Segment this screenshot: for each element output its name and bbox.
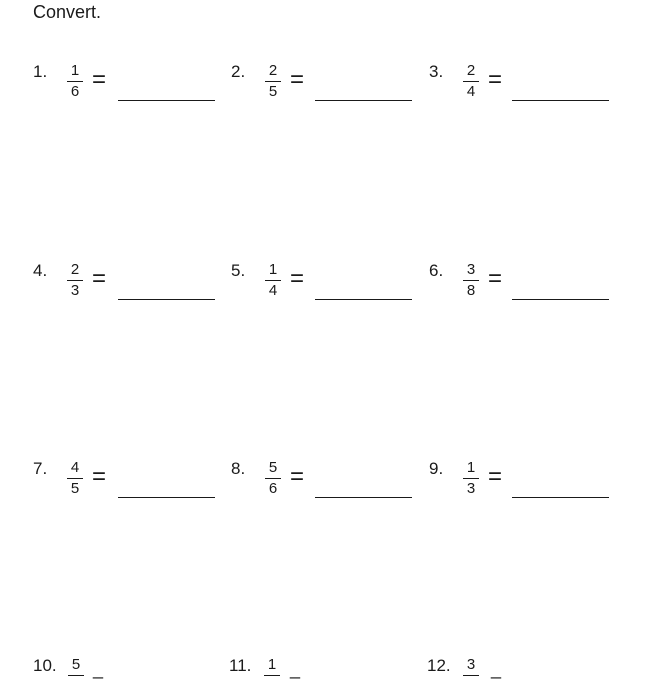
equals-sign: = xyxy=(92,463,107,490)
denominator: 5 xyxy=(70,480,80,497)
problem-6 xyxy=(429,261,614,321)
numerator: 3 xyxy=(463,656,479,676)
problem-9 xyxy=(429,459,614,519)
equals-sign: = xyxy=(92,66,107,93)
problem-number: 1. xyxy=(33,62,48,81)
answer-blank[interactable] xyxy=(315,100,412,101)
answer-blank[interactable] xyxy=(315,299,412,300)
problem-number: 5. xyxy=(231,261,246,280)
equals-sign: = xyxy=(290,66,305,93)
equals-sign: = xyxy=(488,265,503,292)
answer-blank[interactable] xyxy=(512,497,609,498)
numerator: 1 xyxy=(264,656,280,676)
dash-mark: _ xyxy=(290,659,301,679)
fraction xyxy=(265,459,281,498)
answer-blank[interactable] xyxy=(315,497,412,498)
numerator: 5 xyxy=(265,459,281,479)
numerator: 2 xyxy=(67,261,83,281)
problem-number: 2. xyxy=(231,62,246,81)
numerator: 2 xyxy=(265,62,281,82)
fraction xyxy=(463,656,479,676)
problem-7 xyxy=(33,459,218,519)
problem-number: 10. xyxy=(33,656,57,675)
equals-sign: = xyxy=(92,265,107,292)
numerator: 4 xyxy=(67,459,83,479)
fraction xyxy=(265,62,281,101)
problem-5 xyxy=(231,261,416,321)
problem-number: 8. xyxy=(231,459,246,478)
fraction xyxy=(264,656,280,676)
problem-number: 7. xyxy=(33,459,48,478)
numerator: 1 xyxy=(67,62,83,82)
answer-blank[interactable] xyxy=(118,100,215,101)
fraction xyxy=(265,261,281,300)
answer-blank[interactable] xyxy=(512,100,609,101)
equals-sign: = xyxy=(290,463,305,490)
problem-12 xyxy=(427,656,577,679)
problem-3 xyxy=(429,62,614,122)
problem-8 xyxy=(231,459,416,519)
problem-number: 9. xyxy=(429,459,444,478)
numerator: 1 xyxy=(265,261,281,281)
fraction xyxy=(463,261,479,300)
dash-mark: _ xyxy=(93,659,104,679)
problem-number: 3. xyxy=(429,62,444,81)
instruction-text: Convert. xyxy=(33,2,102,22)
denominator: 6 xyxy=(268,480,278,497)
problem-number: 12. xyxy=(427,656,451,675)
equals-sign: = xyxy=(290,265,305,292)
problem-4 xyxy=(33,261,218,321)
problem-number: 11. xyxy=(229,656,252,675)
denominator: 4 xyxy=(268,282,278,299)
equals-sign: = xyxy=(488,463,503,490)
denominator: 8 xyxy=(466,282,476,299)
denominator: 6 xyxy=(70,83,80,100)
problem-number: 4. xyxy=(33,261,48,280)
fraction xyxy=(463,62,479,101)
numerator: 3 xyxy=(463,261,479,281)
answer-blank[interactable] xyxy=(512,299,609,300)
numerator: 1 xyxy=(463,459,479,479)
problem-1 xyxy=(33,62,218,122)
fraction xyxy=(67,459,83,498)
fraction xyxy=(68,656,84,676)
problem-10 xyxy=(33,656,183,679)
numerator: 2 xyxy=(463,62,479,82)
problem-2 xyxy=(231,62,416,122)
answer-blank[interactable] xyxy=(118,497,215,498)
denominator: 4 xyxy=(466,83,476,100)
dash-mark: _ xyxy=(491,659,502,679)
denominator: 3 xyxy=(466,480,476,497)
fraction xyxy=(463,459,479,498)
fraction xyxy=(67,261,83,300)
answer-blank[interactable] xyxy=(118,299,215,300)
fraction xyxy=(67,62,83,101)
denominator: 3 xyxy=(70,282,80,299)
problem-number: 6. xyxy=(429,261,444,280)
numerator: 5 xyxy=(68,656,84,676)
denominator: 5 xyxy=(268,83,278,100)
equals-sign: = xyxy=(488,66,503,93)
problem-11 xyxy=(229,656,379,679)
